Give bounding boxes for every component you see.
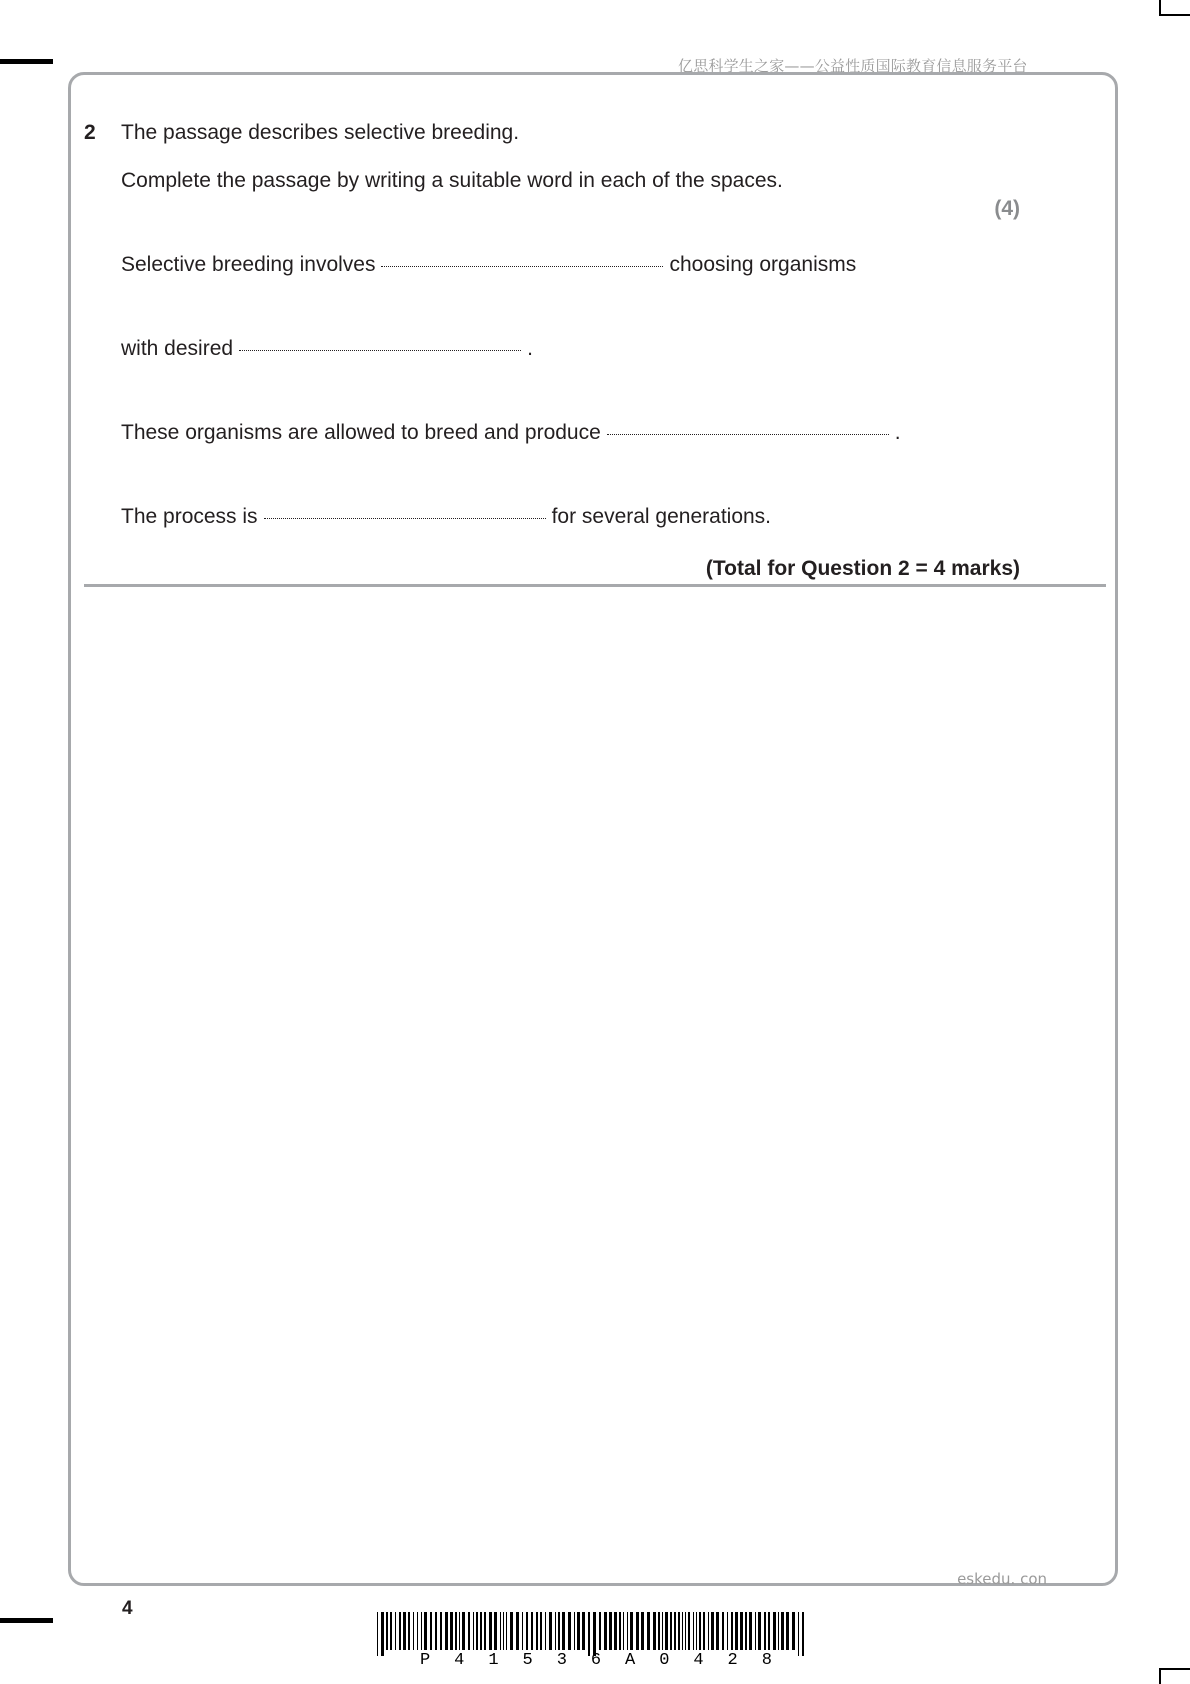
barcode-bar — [562, 1612, 565, 1650]
barcode-bar — [653, 1612, 656, 1650]
barcode-bar — [468, 1612, 470, 1650]
barcode-bar — [792, 1612, 795, 1650]
barcode-bar — [526, 1612, 528, 1650]
barcode-bar — [722, 1612, 724, 1650]
barcode-bar — [670, 1612, 672, 1650]
passage-line-2-before: with desired — [121, 337, 234, 360]
barcode-bar — [421, 1612, 422, 1650]
barcode-bar — [609, 1612, 612, 1650]
barcode-bar — [604, 1612, 607, 1650]
barcode-char: A — [625, 1651, 636, 1670]
passage-line-1 — [121, 253, 856, 277]
barcode-bar — [641, 1612, 644, 1650]
barcode-bar — [764, 1612, 766, 1650]
barcode-bar — [445, 1612, 448, 1650]
barcode-bar — [540, 1612, 542, 1650]
answer-frame — [68, 72, 1118, 1586]
barcode-bar — [678, 1612, 680, 1650]
barcode-bar — [755, 1612, 756, 1650]
passage-line-3-after: . — [894, 421, 901, 444]
question-instruction: Complete the passage by writing a suitable word in each of the spaces. — [121, 169, 783, 192]
barcode-bar — [506, 1612, 507, 1650]
barcode-bar — [536, 1612, 538, 1650]
barcode-bar — [781, 1612, 784, 1650]
barcode-bar — [480, 1612, 482, 1650]
barcode-bar — [599, 1612, 601, 1650]
barcode-bar — [386, 1612, 388, 1650]
answer-blank-1[interactable] — [381, 265, 663, 267]
barcode-bar — [735, 1612, 738, 1650]
barcode-char: 4 — [454, 1651, 465, 1670]
barcode-bar — [516, 1612, 519, 1650]
barcode-bar — [758, 1612, 761, 1650]
barcode-bar — [619, 1612, 621, 1650]
barcode-bar — [798, 1612, 799, 1656]
barcode-bar — [647, 1612, 650, 1650]
barcode-bar — [703, 1612, 705, 1650]
crop-mark-bottom-left — [0, 1618, 53, 1623]
barcode-char: 5 — [522, 1651, 533, 1670]
crop-mark-bottom-right — [1159, 1668, 1190, 1670]
passage-line-1-before: Selective breeding involves — [121, 253, 376, 276]
barcode-bar — [430, 1612, 432, 1650]
barcode-bar — [377, 1612, 378, 1656]
barcode-bar — [623, 1612, 624, 1650]
barcode-bar — [740, 1612, 743, 1650]
barcode-bar — [588, 1612, 590, 1656]
barcode-bar — [749, 1612, 752, 1650]
barcode-bar — [662, 1612, 663, 1650]
barcode-bar — [381, 1612, 384, 1656]
crop-mark-top-right — [1159, 0, 1161, 14]
barcode-char: 4 — [693, 1651, 704, 1670]
barcode-bar — [500, 1612, 501, 1650]
barcode-bar — [435, 1612, 437, 1650]
barcode-bar — [708, 1612, 709, 1650]
barcode-bar — [593, 1612, 596, 1656]
barcode-bar — [727, 1612, 728, 1650]
barcode-bar — [489, 1612, 492, 1650]
barcode-bar — [614, 1612, 617, 1650]
answer-blank-4[interactable] — [264, 517, 546, 519]
barcode-bar — [674, 1612, 676, 1650]
barcode-bar — [786, 1612, 789, 1650]
footer-site-watermark: eskedu. con — [957, 1570, 1047, 1588]
barcode-bar — [390, 1612, 392, 1650]
barcode-bar — [582, 1612, 585, 1650]
passage-line-4 — [121, 505, 771, 529]
barcode-bar — [450, 1612, 453, 1650]
barcode-char: 2 — [727, 1651, 738, 1670]
barcode-bar — [555, 1612, 556, 1650]
crop-mark-top-right-h — [1159, 14, 1190, 16]
barcode-char: 3 — [556, 1651, 567, 1670]
barcode-bar — [773, 1612, 776, 1650]
barcode-char: 0 — [659, 1651, 670, 1670]
barcode-bar — [630, 1612, 633, 1650]
question-divider — [84, 584, 1106, 587]
passage-line-1-after: choosing organisms — [669, 253, 857, 276]
barcode-bar — [699, 1612, 701, 1650]
crop-mark-bottom-right-v — [1159, 1668, 1161, 1684]
barcode-bar — [424, 1612, 427, 1650]
barcode-bar — [688, 1612, 690, 1650]
barcode-bar — [711, 1612, 714, 1650]
barcode-bar — [531, 1612, 533, 1650]
barcode-bar — [413, 1612, 414, 1650]
question-intro: The passage describes selective breeding. — [121, 121, 520, 144]
barcode-bar — [408, 1612, 410, 1650]
barcode-bar — [462, 1612, 465, 1650]
barcode-char: 8 — [761, 1651, 772, 1670]
passage-line-2-after: . — [527, 337, 533, 360]
page-number: 4 — [122, 1598, 133, 1619]
barcode-bar — [658, 1612, 660, 1650]
passage-line-4-before: The process is — [121, 505, 258, 528]
barcode-bar — [494, 1612, 497, 1650]
barcode-bar — [510, 1612, 513, 1650]
barcode-bar — [768, 1612, 770, 1650]
passage-line-3-before: These organisms are allowed to breed and produce — [121, 421, 601, 444]
barcode-bar — [455, 1612, 457, 1650]
barcode-bar — [778, 1612, 779, 1650]
barcode-bar — [545, 1612, 546, 1650]
answer-blank-2[interactable] — [239, 349, 521, 351]
barcode-bar — [503, 1612, 504, 1650]
barcode-bar — [696, 1612, 697, 1650]
barcode-bar — [399, 1612, 401, 1650]
barcode-bar — [802, 1612, 804, 1656]
barcode-bar — [476, 1612, 478, 1650]
barcode-bar — [574, 1612, 575, 1650]
barcode-bar — [693, 1612, 694, 1650]
marks-available: (4) — [994, 197, 1020, 220]
barcode-char: P — [420, 1651, 431, 1670]
passage-line-3 — [121, 421, 901, 445]
passage-line-2 — [121, 337, 533, 361]
barcode-bar — [459, 1612, 460, 1650]
barcode-char: 1 — [488, 1651, 499, 1670]
barcode-bar — [549, 1612, 552, 1650]
barcode-bar — [417, 1612, 418, 1650]
barcode-bar — [558, 1612, 560, 1650]
header-watermark: 亿思科学生之家——公益性质国际教育信息服务平台 — [678, 57, 1028, 75]
question-number: 2 — [84, 121, 96, 144]
barcode-bar — [403, 1612, 406, 1650]
barcode-bar — [577, 1612, 580, 1650]
barcode-bar — [682, 1612, 683, 1650]
barcode-bar — [636, 1612, 639, 1650]
barcode-bar — [665, 1612, 668, 1650]
question-total: (Total for Question 2 = 4 marks) — [705, 557, 1020, 580]
passage-line-4-after: for several generations. — [551, 505, 772, 528]
barcode-char: 6 — [590, 1651, 602, 1670]
barcode-bar — [568, 1612, 571, 1650]
barcode-bar — [395, 1612, 396, 1650]
barcode-bar — [731, 1612, 733, 1650]
barcode-bar — [685, 1612, 686, 1650]
barcode-text — [420, 1651, 772, 1670]
barcode-bar — [440, 1612, 442, 1650]
answer-blank-3[interactable] — [607, 433, 889, 435]
barcode-bar — [716, 1612, 719, 1650]
barcode-bar — [627, 1612, 628, 1650]
barcode-bar — [484, 1612, 486, 1650]
barcode-bar — [473, 1612, 474, 1650]
barcode-bar — [522, 1612, 523, 1650]
crop-mark-top-left — [0, 59, 53, 64]
barcode-bar — [745, 1612, 747, 1650]
